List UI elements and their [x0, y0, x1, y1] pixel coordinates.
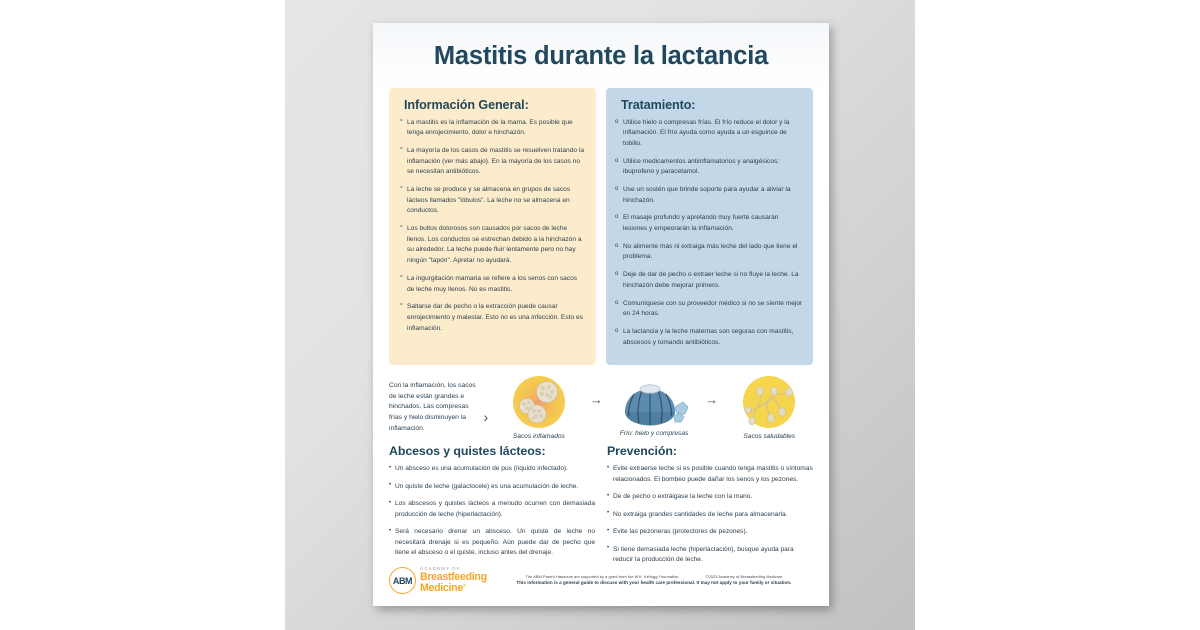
abm-logo-academy-of: ACADEMY OF [420, 566, 461, 572]
inflammation-diagram [373, 365, 829, 442]
abscesses-heading: Abcesos y quistes lácteos: [389, 444, 546, 459]
list-item: • Si tiene demasiada leche (hiperlactación), busque ayuda para reducir la producción de leche. [607, 545, 813, 566]
panel-general-list [398, 118, 586, 334]
list-item: ° La mastitis es la inflamación de la mama. Es posible que tenga enrojecimiento, dolor e hinchazón. [398, 118, 586, 139]
section-prevencion [607, 444, 813, 573]
panel-treatment-list [615, 118, 803, 348]
list-item: o Utilice medicamentos antiinflamatorios y analgésicos: ibuprofeno y paracetamol. [615, 157, 803, 178]
diagram-step-label: Sacos saludables [743, 433, 796, 441]
panel-informacion-general [389, 88, 596, 365]
list-item: ° La ingurgitación mamaria se refiere a los senos con sacos de leche muy llenos. No es mastitis. [398, 274, 586, 295]
panel-treatment-heading: Tratamiento: [621, 97, 696, 112]
arrow-right-icon-2: → [705, 392, 719, 408]
diagram-step-inflamed [495, 375, 583, 440]
diagram-step-cold [610, 378, 698, 437]
list-item: o La lactancia y la leche maternas son seguras con mastitis, abscesos y tomando antibióticos. [615, 327, 803, 348]
list-item: ° La mayoría de los casos de mastitis se resuelven tratando la inflamación (ver más abajo). En la mayoría de los casos no se necesitan antibióticos. [398, 146, 586, 178]
abm-logo-medicine: Medicine [420, 581, 463, 594]
list-item: • De de pecho o extráigase la leche con la mano. [607, 492, 813, 503]
inflamed-milk-sacs-illustration [506, 375, 572, 431]
list-item: • Evite las pezoneras (protectores de pezones). [607, 527, 813, 538]
diagram-step-healthy [725, 375, 813, 440]
poster-document [373, 23, 829, 606]
section-abcesos-quistes [389, 444, 595, 573]
list-item: o El masaje profundo y apretando muy fuerte causarán lesiones y empeorarán la inflamación. [615, 213, 803, 234]
abscesses-list [389, 464, 595, 559]
list-item: • Evite extraerse leche si es posible cuando tenga mastitis o síntomas relacionados. El bombeo puede dañar los senos y los pezones. [607, 464, 813, 485]
list-item: • Será necesario drenar un absceso. Un quiste de leche no necesitará drenaje si es pequeño. Aún puede dar de pecho que tiene el absceso o el quiste, incluso antes del drenaje. [389, 527, 595, 559]
poster-footer [373, 567, 829, 594]
bottom-sections [373, 442, 829, 573]
grant-text: The ABM Parent Handouts are supported by a grant from the W.K. Kellogg Foundation. [525, 574, 680, 580]
panel-tratamiento [606, 88, 813, 365]
list-item: o Comuníquese con su proveedor médico si no se siente mejor en 24 horas. [615, 299, 803, 320]
panel-general-heading: Información General: [404, 97, 529, 112]
abm-logo-wordmark [420, 567, 487, 594]
list-item: ° La leche se produce y se almacena en grupos de sacos lácteos llamados "lóbulos". La leche no se almacena en conductos. [398, 185, 586, 217]
list-item: • Los abscesos y quistes lácteos a menudo ocurren con demasiada producción de leche (hiperlactación). [389, 499, 595, 520]
abm-logo-ring-icon [389, 567, 416, 594]
prevention-heading: Prevención: [607, 444, 677, 459]
list-item: o No alimente más ni extraiga más leche del lado que tiene el problema. [615, 242, 803, 263]
abm-logo-mark: ABM [392, 575, 413, 586]
diagram-step-label: Frío: hielo y compresas [619, 430, 689, 438]
healthy-milk-sacs-illustration [736, 375, 802, 431]
diagram-caption: Con la inflamación, los sacos de leche están grandes e hinchados. Las compresas frías y hielo disminuyen la inflamación. [389, 382, 476, 432]
list-item: o Use un sostén que brinde soporte para ayudar a aliviar la hinchazón. [615, 185, 803, 206]
abm-logo-breastfeeding: Breastfeeding [420, 570, 487, 583]
list-item: • Un absceso es una acumulación de pus (líquido infectado). [389, 464, 595, 475]
list-item: o Utilice hielo o compresas frías. El frío reduce el dolor y la inflamación. El frío ayuda como ayuda a un esguince de tobillo. [615, 118, 803, 150]
ice-pack-illustration [618, 378, 690, 428]
footer-disclaimer: This information is a general guide to discuss with your health care professional. It may not apply to your family or situation. [516, 579, 792, 585]
prevention-list [607, 464, 813, 566]
abm-logo [389, 567, 487, 594]
copyright-text: ©2023 Academy of Breastfeeding Medicine [705, 574, 783, 580]
list-item: • Un quiste de leche (galactocele) es una acumulación de leche. [389, 482, 595, 493]
list-item: o Deje de dar de pecho o extraer leche si no fluye la leche. La hinchazón debe mejorar primero. [615, 270, 803, 291]
info-panels [373, 70, 829, 365]
chevron-right-icon: › [483, 408, 489, 425]
list-item: • No extraiga grandes cantidades de leche para almacenarla. [607, 510, 813, 521]
page-title: Mastitis durante la lactancia [433, 42, 769, 70]
arrow-right-icon-1: → [589, 392, 603, 408]
footer-fineprint [487, 574, 813, 587]
list-item: ° Los bultos dolorosos son causados por sacos de leche llenos. Los conductos se estrechan debido a la hinchazón a su alrededor. La leche puede fluir lentamente pero no hay ningún "tapón". Apretar no ayudará. [398, 224, 586, 267]
abm-logo-trademark: ® [462, 582, 466, 588]
list-item: ° Saltarse dar de pecho o la extracción puede causar enrojecimiento y malestar. Esto no es una infección. Esto es inflamación. [398, 302, 586, 334]
diagram-step-label: Sacos inflamados [512, 433, 565, 441]
